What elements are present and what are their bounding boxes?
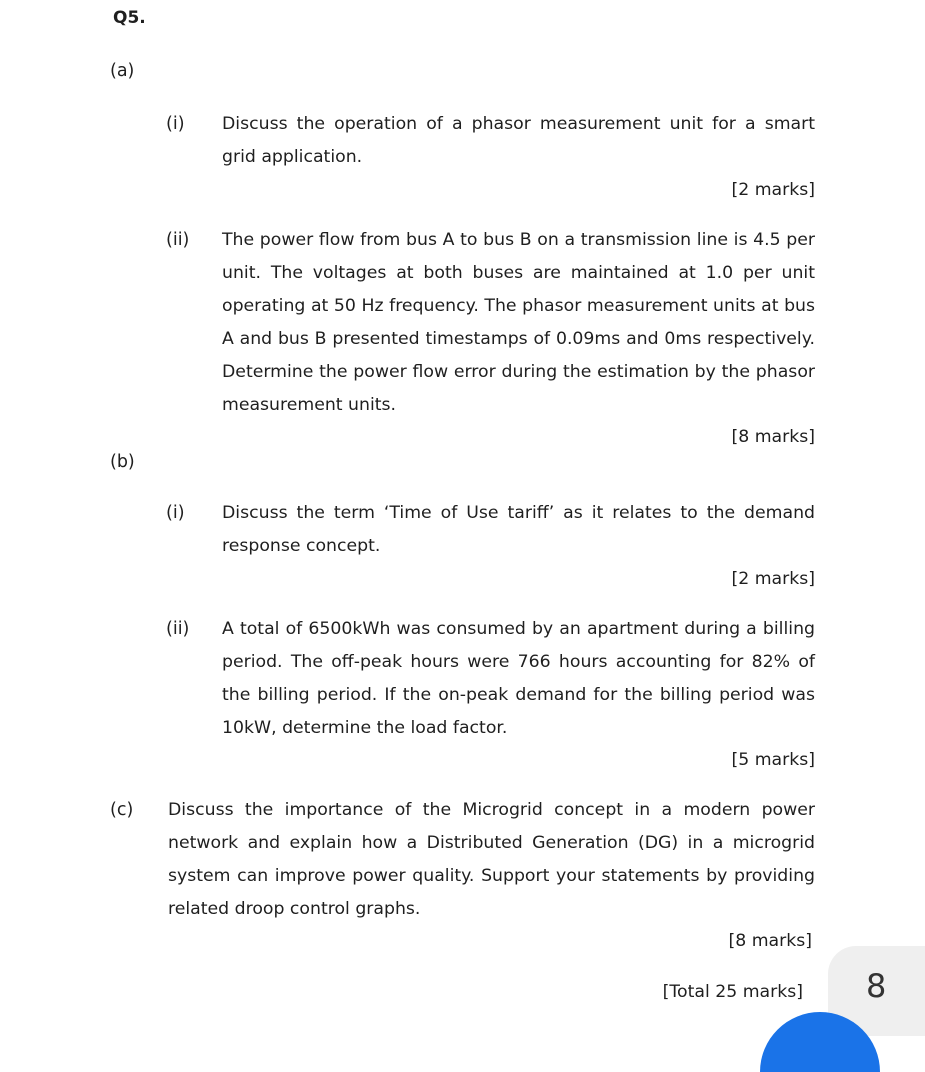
part-b-ii-marks: [5 marks] — [731, 750, 815, 770]
part-b-i-marks: [2 marks] — [731, 569, 815, 589]
part-b-ii-text: A total of 6500kWh was consumed by an apartment during a billing period. The off-peak hours were 766 hours accounting for 82% of the billing period. If the on-peak demand for the billing period was 10kW, determine the load factor. — [222, 619, 815, 738]
part-a-ii-text: The power flow from bus A to bus B on a transmission line is 4.5 per unit. The voltages at both buses are maintained at 1.0 per unit operating at 50 Hz frequency. The phasor measurement units at bus A and bus B presented timestamps of 0.09ms and 0ms respectively. Determine the power flow error during the estimation by the phasor measurement units. — [222, 230, 815, 415]
total-marks: [Total 25 marks] — [662, 982, 803, 1002]
part-b-i-label: (i) — [166, 503, 185, 523]
part-b-label: (b) — [110, 452, 135, 472]
part-c-marks: [8 marks] — [728, 931, 812, 951]
part-a-ii-marks: [8 marks] — [731, 427, 815, 447]
part-a-i-text: Discuss the operation of a phasor measurement unit for a smart grid application. — [222, 114, 815, 167]
part-a-i-label: (i) — [166, 114, 185, 134]
part-b-ii-label: (ii) — [166, 619, 190, 639]
page-number: 8 — [866, 967, 887, 1005]
question-title: Q5. — [113, 8, 146, 28]
part-c-label: (c) — [110, 800, 134, 820]
part-a-i-marks: [2 marks] — [731, 180, 815, 200]
part-c-text: Discuss the importance of the Microgrid concept in a modern power network and explain how a Distributed Generation (DG) in a microgrid system can improve power quality. Support your statements by providing related droop control graphs. — [168, 800, 815, 919]
part-a-ii-label: (ii) — [166, 230, 190, 250]
part-a-label: (a) — [110, 61, 135, 81]
part-b-i-text: Discuss the term ‘Time of Use tariff’ as it relates to the demand response concept. — [222, 503, 815, 556]
